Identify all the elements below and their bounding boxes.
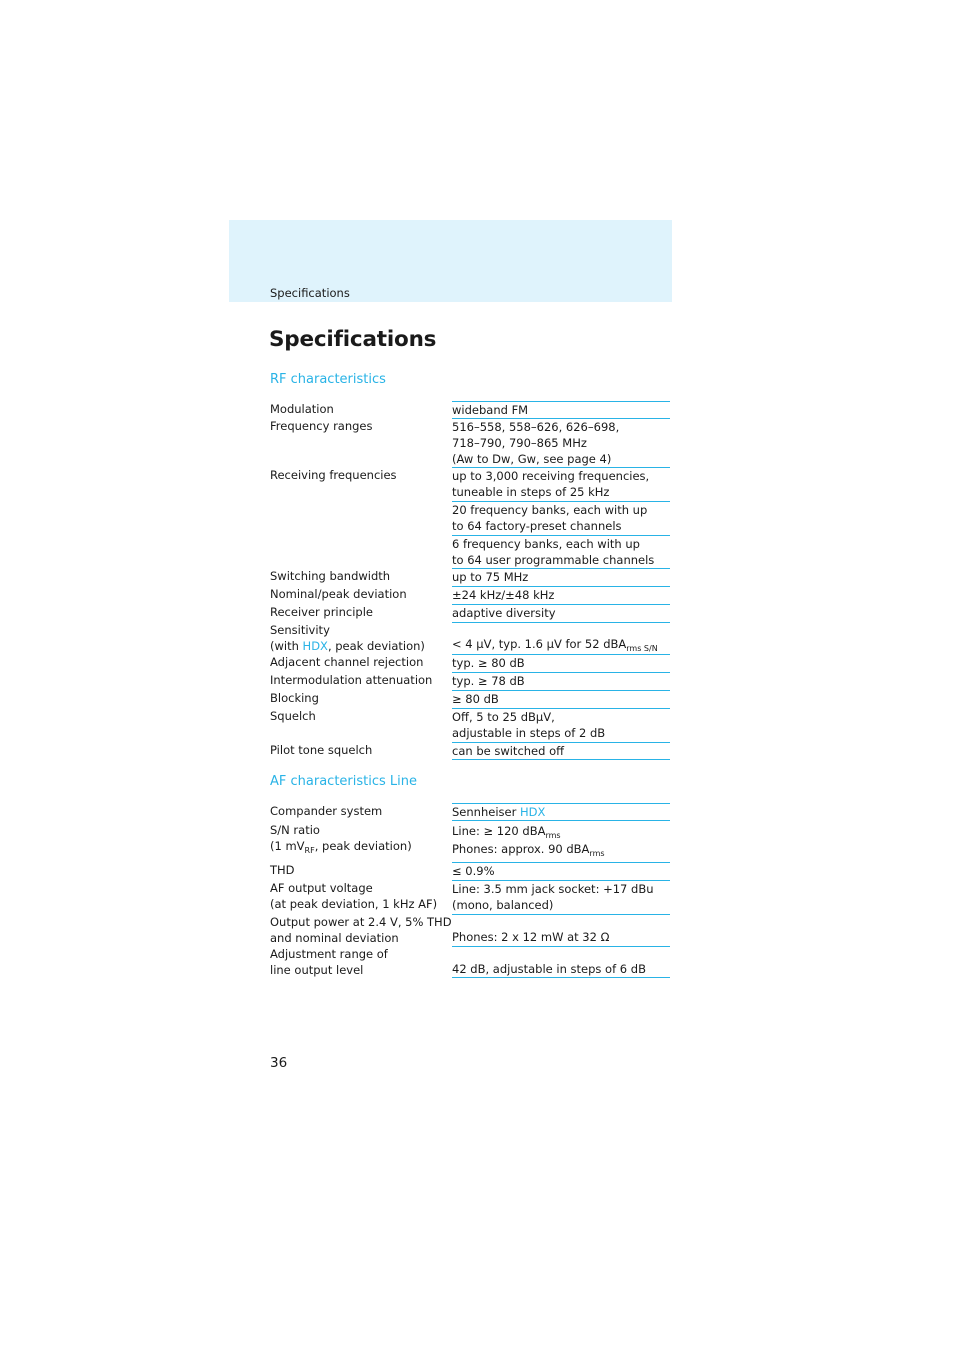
spec-label: Blocking — [270, 691, 319, 705]
spec-value: up to 3,000 receiving frequencies, — [452, 469, 650, 483]
running-head: Specifications — [270, 286, 350, 300]
spec-row-sensitivity — [270, 622, 670, 654]
spec-value: typ. ≥ 80 dB — [452, 656, 525, 670]
spec-value: wideband FM — [452, 403, 529, 417]
spec-label: Receiving frequencies — [270, 468, 397, 482]
spec-value: typ. ≥ 78 dB — [452, 674, 525, 688]
page-title: Specifications — [269, 327, 437, 352]
spec-value: ≤ 0.9% — [452, 864, 495, 878]
spec-value: can be switched off — [452, 744, 565, 758]
spec-row-blocking — [270, 690, 670, 708]
spec-value: 20 frequency banks, each with up — [452, 503, 648, 517]
spec-label: THD — [270, 863, 295, 877]
spec-value: ≥ 80 dB — [452, 692, 499, 706]
spec-row-frequency-ranges — [270, 418, 670, 467]
spec-value: 516–558, 558–626, 626–698, — [452, 420, 620, 434]
spec-label: Switching bandwidth — [270, 569, 391, 583]
spec-label: Nominal/peak deviation — [270, 587, 407, 601]
spec-value: adjustable in steps of 2 dB — [452, 726, 606, 740]
page-number: 36 — [270, 1055, 288, 1071]
spec-value: < 4 µV, typ. 1.6 µV for 52 dBA$_{rms S/N}$ — [452, 637, 658, 653]
spec-label: and nominal deviation — [270, 931, 399, 945]
spec-value: Off, 5 to 25 dBµV, — [452, 710, 555, 724]
spec-value: 6 frequency banks, each with up — [452, 537, 640, 551]
spec-value: Line: 3.5 mm jack socket: +17 dBu — [452, 882, 654, 896]
spec-value: to 64 user programmable channels — [452, 553, 655, 567]
spec-value: ±24 kHz/±48 kHz — [452, 588, 555, 602]
spec-value: Sennheiser HDX — [452, 805, 546, 819]
spec-value: Line: ≥ 120 dBA$_{rms}$ — [452, 824, 561, 840]
spec-value: Phones: approx. 90 dBA$_{rms}$ — [452, 842, 605, 858]
spec-value: 42 dB, adjustable in steps of 6 dB — [452, 962, 646, 976]
spec-label: Frequency ranges — [270, 419, 373, 433]
spec-row-switching-bandwidth — [270, 568, 670, 586]
rf-spec-table — [270, 401, 670, 760]
spec-row-receiving-frequencies — [270, 467, 670, 568]
spec-label: Compander system — [270, 804, 383, 818]
spec-label: Modulation — [270, 402, 334, 416]
spec-value: up to 75 MHz — [452, 570, 529, 584]
spec-row-modulation — [270, 401, 670, 418]
spec-row-squelch — [270, 708, 670, 742]
spec-row-adjacent-channel — [270, 654, 670, 672]
hdx-mark: HDX — [519, 805, 546, 819]
section-heading-rf: RF characteristics — [270, 372, 386, 387]
spec-row-compander — [270, 803, 670, 820]
spec-label: Adjacent channel rejection — [270, 655, 424, 669]
spec-row-sn-ratio — [270, 820, 670, 862]
spec-value: adaptive diversity — [452, 606, 556, 620]
spec-row-output-power — [270, 914, 670, 946]
spec-row-pilot-tone — [270, 742, 670, 760]
spec-row-receiver-principle — [270, 604, 670, 622]
spec-value: to 64 factory-preset channels — [452, 519, 622, 533]
spec-value: (mono, balanced) — [452, 898, 554, 912]
spec-label: S/N ratio — [270, 823, 320, 837]
spec-label: (1 $mV_{RF}$, peak deviation) — [270, 839, 412, 855]
section-heading-af: AF characteristics Line — [270, 774, 417, 789]
spec-row-thd — [270, 862, 670, 880]
spec-label: Squelch — [270, 709, 316, 723]
spec-row-deviation — [270, 586, 670, 604]
spec-label: Sensitivity — [270, 623, 330, 637]
spec-label: (with HDX, peak deviation) — [270, 639, 425, 653]
spec-label: Receiver principle — [270, 605, 374, 619]
spec-label: Intermodulation attenuation — [270, 673, 433, 687]
spec-label: Adjustment range of — [270, 947, 388, 961]
spec-label: Pilot tone squelch — [270, 743, 373, 757]
spec-label: (at peak deviation, 1 kHz AF) — [270, 897, 438, 911]
spec-value: (Aw to Dw, Gw, see page 4) — [452, 452, 612, 466]
spec-value: tuneable in steps of 25 kHz — [452, 485, 610, 499]
spec-row-af-output-voltage — [270, 880, 670, 914]
spec-label: line output level — [270, 963, 364, 977]
spec-value: Phones: 2 x 12 mW at 32 Ω — [452, 930, 610, 944]
af-spec-table — [270, 803, 670, 978]
spec-row-intermodulation — [270, 672, 670, 690]
spec-value: 718–790, 790–865 MHz — [452, 436, 587, 450]
spec-label: AF output voltage — [270, 881, 373, 895]
spec-label: Output power at 2.4 V, 5% THD — [270, 915, 452, 929]
spec-row-adjustment-range — [270, 946, 670, 978]
hdx-mark: HDX — [302, 639, 328, 653]
